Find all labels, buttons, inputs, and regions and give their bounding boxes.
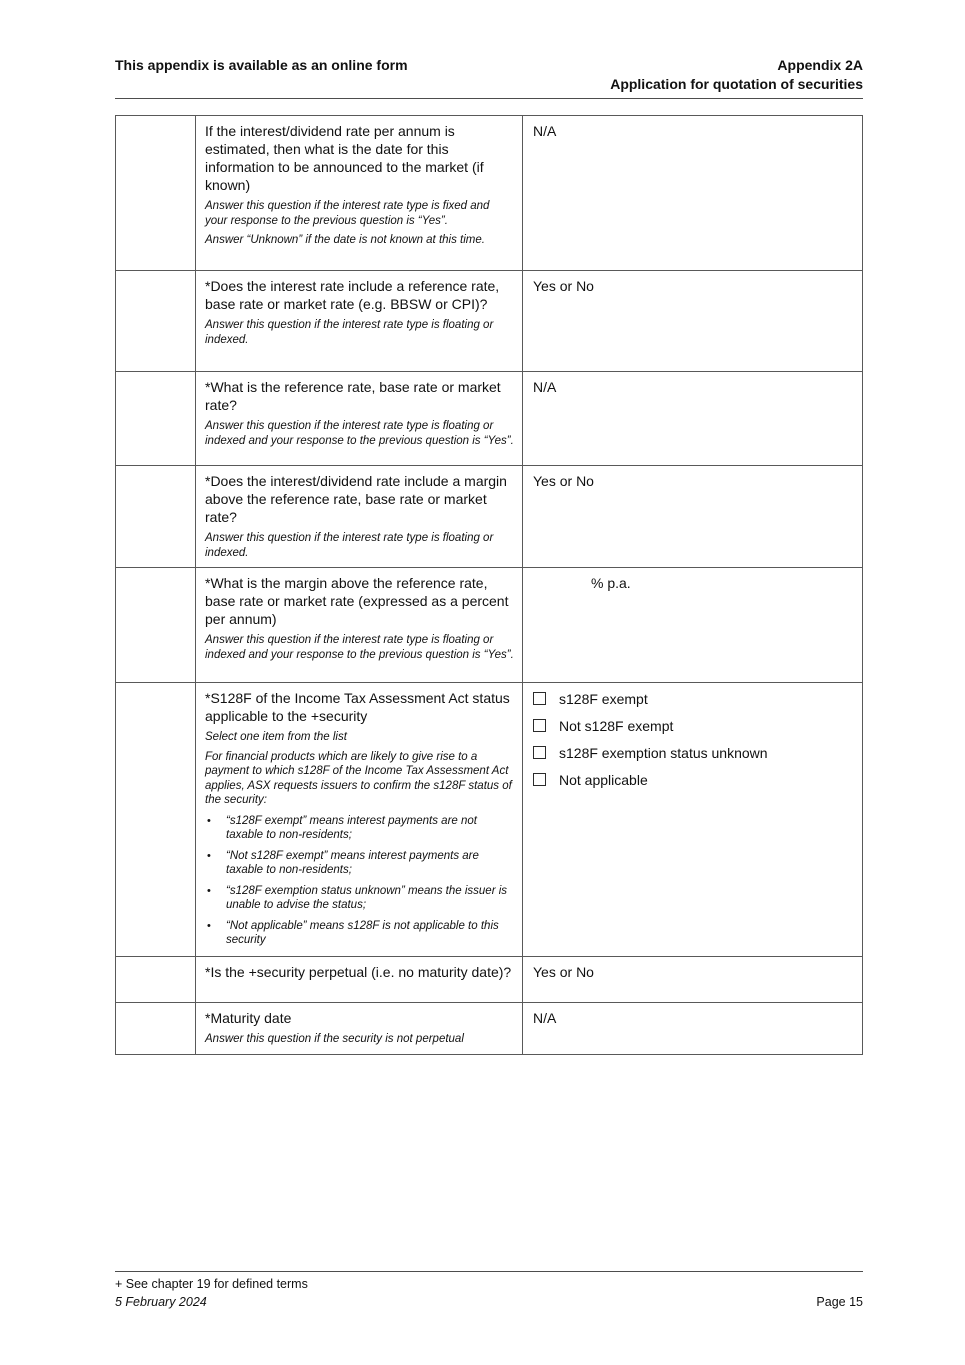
answer-value: N/A bbox=[533, 1010, 557, 1026]
bullet-text: “s128F exemption status unknown” means the issuer is unable to advise the status; bbox=[226, 884, 508, 911]
guidance-bullet-item bbox=[205, 849, 514, 878]
row-flag-cell bbox=[116, 683, 196, 957]
checkbox-option[interactable] bbox=[533, 772, 854, 788]
checkbox-label: s128F exemption status unknown bbox=[559, 745, 768, 761]
table-row bbox=[116, 466, 863, 568]
question-text: *Does the interest/dividend rate include a margin above the reference rate, base rate or market rate? bbox=[205, 473, 507, 525]
answer-cell bbox=[523, 683, 863, 957]
question-text: *What is the margin above the reference rate, base rate or market rate (expressed as a percent per annum) bbox=[205, 575, 509, 627]
guidance-bullet-item bbox=[205, 814, 514, 843]
table-row bbox=[116, 568, 863, 683]
question-text: *What is the reference rate, base rate or market rate? bbox=[205, 379, 501, 413]
answer-cell bbox=[523, 466, 863, 568]
checkbox[interactable] bbox=[533, 719, 546, 732]
answer-value: Yes or No bbox=[533, 964, 594, 980]
question-cell bbox=[196, 466, 523, 568]
question-cell bbox=[196, 271, 523, 372]
guidance-text: For financial products which are likely to give rise to a payment to which s128F of the Income Tax Assessment Act applies, ASX requests issuers to confirm the s128F status of the security: bbox=[205, 750, 512, 806]
page-footer bbox=[115, 1271, 863, 1311]
table-row bbox=[116, 372, 863, 466]
row-flag-cell bbox=[116, 466, 196, 568]
answer-cell bbox=[523, 568, 863, 683]
header-rule bbox=[115, 98, 863, 99]
guidance-text: Select one item from the list bbox=[205, 731, 347, 743]
checkbox[interactable] bbox=[533, 773, 546, 786]
row-flag-cell bbox=[116, 116, 196, 271]
question-cell bbox=[196, 568, 523, 683]
guidance-text: Answer this question if the interest rate type is floating or indexed and your response to the previous question is “Yes”. bbox=[205, 634, 514, 661]
question-cell bbox=[196, 683, 523, 957]
answer-cell bbox=[523, 957, 863, 1003]
appendix-subtitle: Application for quotation of securities bbox=[610, 76, 863, 92]
bullet-text: “Not applicable” means s128F is not applicable to this security bbox=[226, 919, 499, 946]
table-row bbox=[116, 683, 863, 957]
bullet-icon: • bbox=[207, 884, 211, 897]
table-row bbox=[116, 116, 863, 271]
form-table-body bbox=[116, 116, 863, 1055]
checkbox-label: s128F exempt bbox=[559, 691, 648, 707]
footer-rule bbox=[115, 1271, 863, 1272]
question-text: *Maturity date bbox=[205, 1010, 292, 1026]
bullet-icon: • bbox=[207, 814, 211, 827]
question-text: *S128F of the Income Tax Assessment Act status applicable to the +security bbox=[205, 690, 510, 724]
guidance-bullet-item bbox=[205, 884, 514, 913]
question-text: *Does the interest rate include a reference rate, base rate or market rate (e.g. BBSW or CPI)? bbox=[205, 278, 500, 312]
answer-value: Yes or No bbox=[533, 473, 594, 489]
guidance-text: Answer this question if the interest rate type is floating or indexed. bbox=[205, 319, 494, 346]
table-row bbox=[116, 957, 863, 1003]
question-text: *Is the +security perpetual (i.e. no maturity date)? bbox=[205, 964, 512, 980]
checkbox-option[interactable] bbox=[533, 718, 854, 734]
question-cell bbox=[196, 1003, 523, 1055]
answer-cell bbox=[523, 372, 863, 466]
guidance-text: Answer “Unknown” if the date is not known at this time. bbox=[205, 234, 485, 246]
table-row bbox=[116, 271, 863, 372]
page bbox=[115, 0, 863, 1055]
row-flag-cell bbox=[116, 1003, 196, 1055]
table-row bbox=[116, 1003, 863, 1055]
bullet-icon: • bbox=[207, 849, 211, 862]
guidance-text: Answer this question if the interest rate type is floating or indexed and your response to the previous question is “Yes”. bbox=[205, 420, 514, 447]
answer-cell bbox=[523, 1003, 863, 1055]
guidance-text: Answer this question if the interest rate type is floating or indexed. bbox=[205, 532, 494, 559]
checkbox[interactable] bbox=[533, 746, 546, 759]
footer-date: 5 February 2024 bbox=[115, 1295, 207, 1309]
header-title-block bbox=[610, 56, 863, 94]
page-number: Page 15 bbox=[816, 1295, 863, 1309]
answer-value: N/A bbox=[533, 123, 557, 139]
guidance-bullet-list bbox=[205, 814, 514, 948]
question-cell bbox=[196, 957, 523, 1003]
form-table bbox=[115, 115, 863, 1055]
question-text: If the interest/dividend rate per annum is estimated, then what is the date for this information to be announced to the market (if known) bbox=[205, 123, 484, 193]
header-note: This appendix is available as an online form bbox=[115, 57, 408, 73]
answer-cell bbox=[523, 116, 863, 271]
row-flag-cell bbox=[116, 957, 196, 1003]
row-flag-cell bbox=[116, 568, 196, 683]
checkbox-label: Not s128F exempt bbox=[559, 718, 674, 734]
checkbox-option[interactable] bbox=[533, 691, 854, 707]
row-flag-cell bbox=[116, 271, 196, 372]
bullet-icon: • bbox=[207, 919, 211, 932]
question-cell bbox=[196, 116, 523, 271]
answer-value: N/A bbox=[533, 379, 557, 395]
guidance-bullet-item bbox=[205, 919, 514, 948]
checkbox-option[interactable] bbox=[533, 745, 854, 761]
guidance-text: Answer this question if the interest rate type is fixed and your response to the previous question is “Yes”. bbox=[205, 200, 490, 227]
answer-value: Yes or No bbox=[533, 278, 594, 294]
page-header bbox=[115, 56, 863, 94]
answer-value: % p.a. bbox=[591, 575, 631, 591]
row-flag-cell bbox=[116, 372, 196, 466]
checkbox-label: Not applicable bbox=[559, 772, 648, 788]
question-cell bbox=[196, 372, 523, 466]
appendix-title: Appendix 2A bbox=[777, 57, 863, 73]
guidance-text: Answer this question if the security is not perpetual bbox=[205, 1033, 464, 1045]
checkbox[interactable] bbox=[533, 692, 546, 705]
footer-note: + See chapter 19 for defined terms bbox=[115, 1277, 308, 1291]
bullet-text: “Not s128F exempt” means interest payments are taxable to non-residents; bbox=[226, 849, 479, 876]
answer-cell bbox=[523, 271, 863, 372]
bullet-text: “s128F exempt” means interest payments are not taxable to non-residents; bbox=[226, 814, 477, 841]
